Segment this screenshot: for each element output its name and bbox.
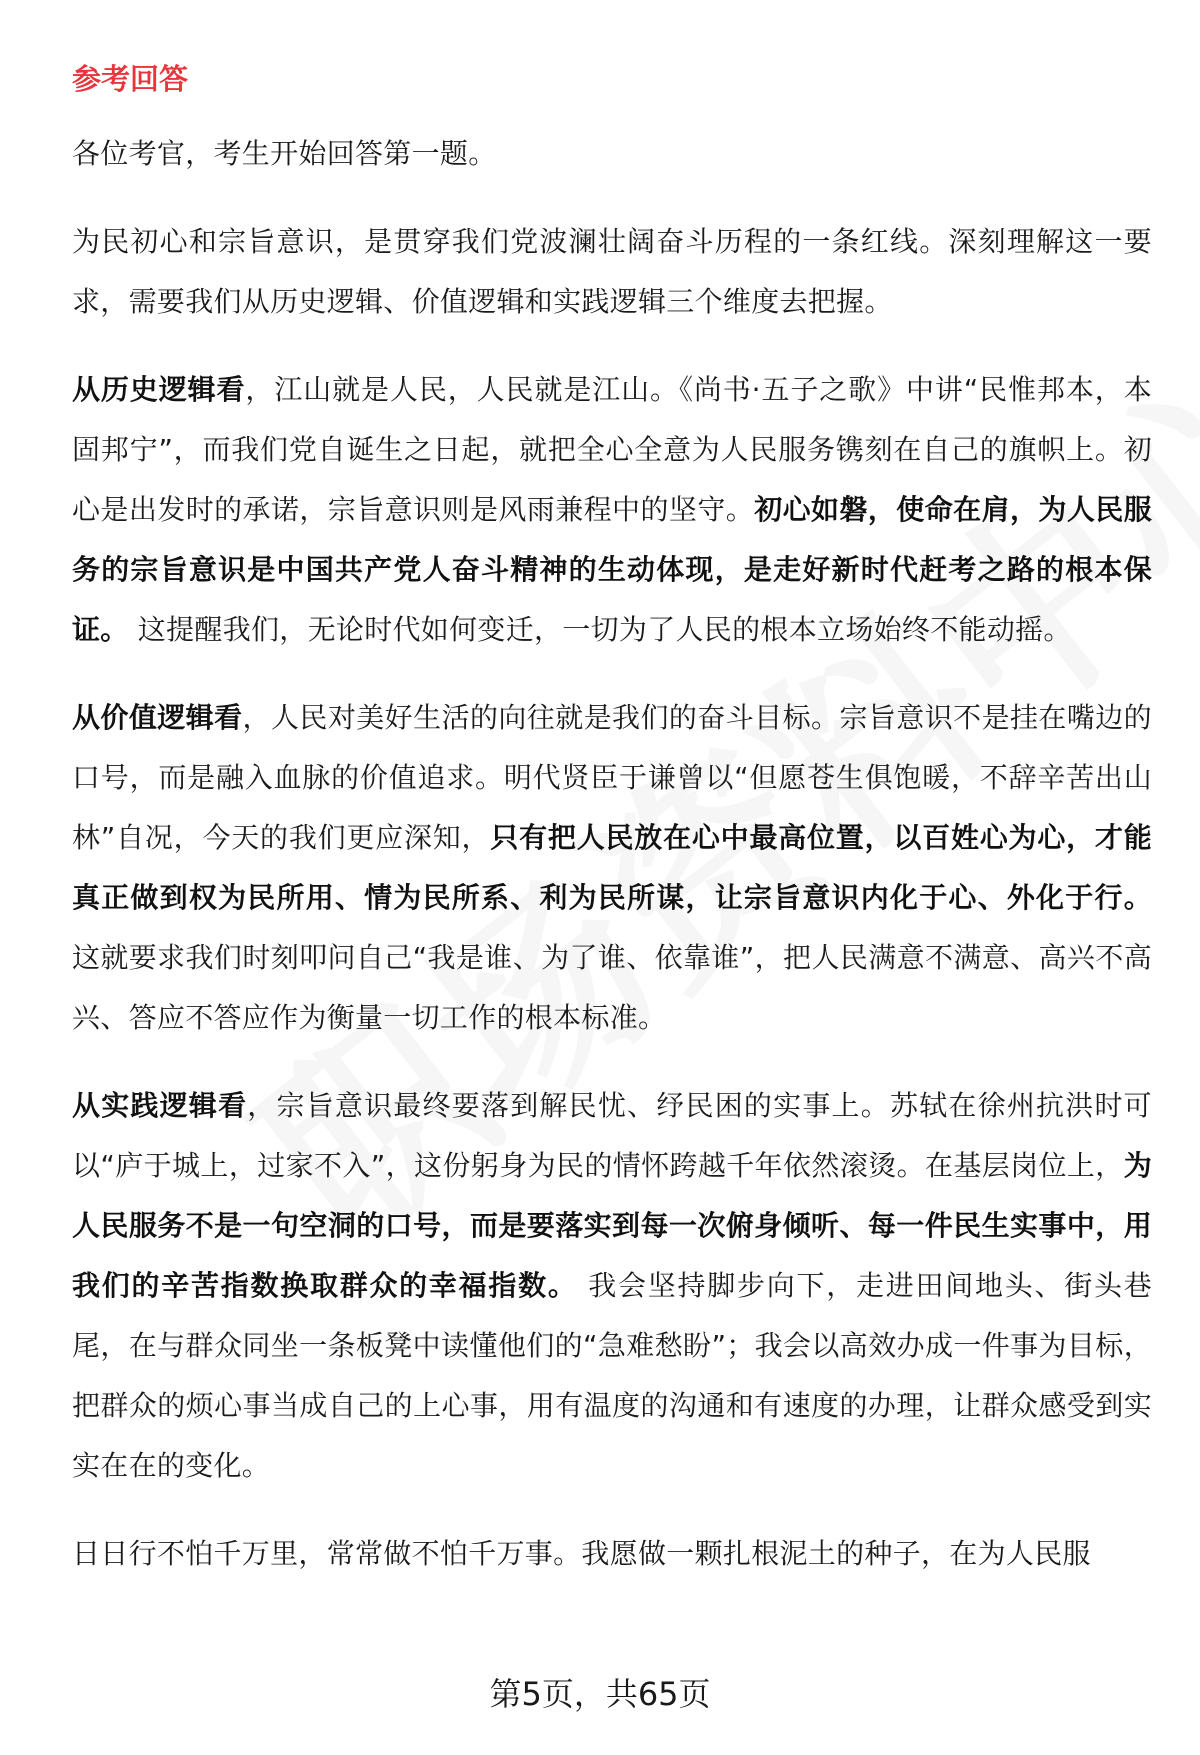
paragraph-value-logic <box>72 688 1152 1048</box>
text-segment: 各位考官，考生开始回答第一题。 <box>72 137 497 170</box>
paragraph-closing <box>72 1524 1152 1584</box>
paragraph-history-logic <box>72 360 1152 660</box>
paragraph-intro <box>72 212 1152 332</box>
text-segment: 这提醒我们，无论时代如何变迁，一切为了人民的根本立场始终不能动摇。 <box>128 613 1072 646</box>
text-segment: ，人民对美好生活的向往就是我们的奋斗目标。宗旨意识不是挂在嘴边的口号，而是融入血脉的价值追求。明代贤臣于谦曾以“但愿苍生俱饱暖，不辞辛苦出山林”自况，今天的我们更应深知， <box>72 701 1152 854</box>
document-content <box>72 56 1152 1612</box>
bold-text-segment: 初心如磐，使命在肩，为人民服务的宗旨意识是中国共产党人奋斗精神的生动体现，是走好新时代赶考之路的根本保证。 <box>72 493 1153 646</box>
text-segment: ，宗旨意识最终要落到解民忧、纾民困的实事上。苏轼在徐州抗洪时可以“庐于城上，过家不入”，这份躬身为民的情怀跨越千年依然滚烫。在基层岗位上， <box>72 1089 1152 1182</box>
bold-text-segment: 从价值逻辑看 <box>72 701 243 734</box>
section-title: 参考回答 <box>72 62 189 96</box>
text-segment: 为民初心和宗旨意识，是贯穿我们党波澜壮阔奋斗历程的一条红线。深刻理解这一要求，需要我们从历史逻辑、价值逻辑和实践逻辑三个维度去把握。 <box>72 225 1152 318</box>
bold-text-segment: 从历史逻辑看 <box>72 373 246 406</box>
bold-text-segment: 从实践逻辑看 <box>72 1089 248 1122</box>
text-segment: 这就要求我们时刻叩问自己“我是谁、为了谁、依靠谁”，把人民满意不满意、高兴不高兴、答应不答应作为衡量一切工作的根本标准。 <box>72 941 1152 1034</box>
bold-text-segment: 为人民服务不是一句空洞的口号，而是要落实到每一次俯身倾听、每一件民生实事中，用我们的辛苦指数换取群众的幸福指数。 <box>72 1149 1152 1302</box>
bold-text-segment: 只有把人民放在心中最高位置，以百姓心为心，才能真正做到权为民所用、情为民所系、利为民所谋，让宗旨意识内化于心、外化于行。 <box>72 821 1152 914</box>
paragraph-practice-logic <box>72 1076 1152 1496</box>
page-number: 第5页，共65页 <box>489 1675 711 1713</box>
text-segment: 日日行不怕千万里，常常做不怕千万事。我愿做一颗扎根泥土的种子，在为人民服 <box>72 1537 1091 1570</box>
paragraph-opening <box>72 124 1152 184</box>
text-segment: 我会坚持脚步向下，走进田间地头、街头巷尾，在与群众同坐一条板凳中读懂他们的“急难愁盼”；我会以高效办成一件事为目标，把群众的烦心事当成自己的上心事，用有温度的沟通和有速度的办理，让群众感受到实实在在的变化。 <box>72 1269 1152 1482</box>
text-segment: ，江山就是人民，人民就是江山。《尚书·五子之歌》中讲“民惟邦本，本固邦宁”，而我们党自诞生之日起，就把全心全意为人民服务镌刻在自己的旗帜上。初心是出发时的承诺，宗旨意识则是风雨兼程中的坚守。 <box>72 373 1152 526</box>
